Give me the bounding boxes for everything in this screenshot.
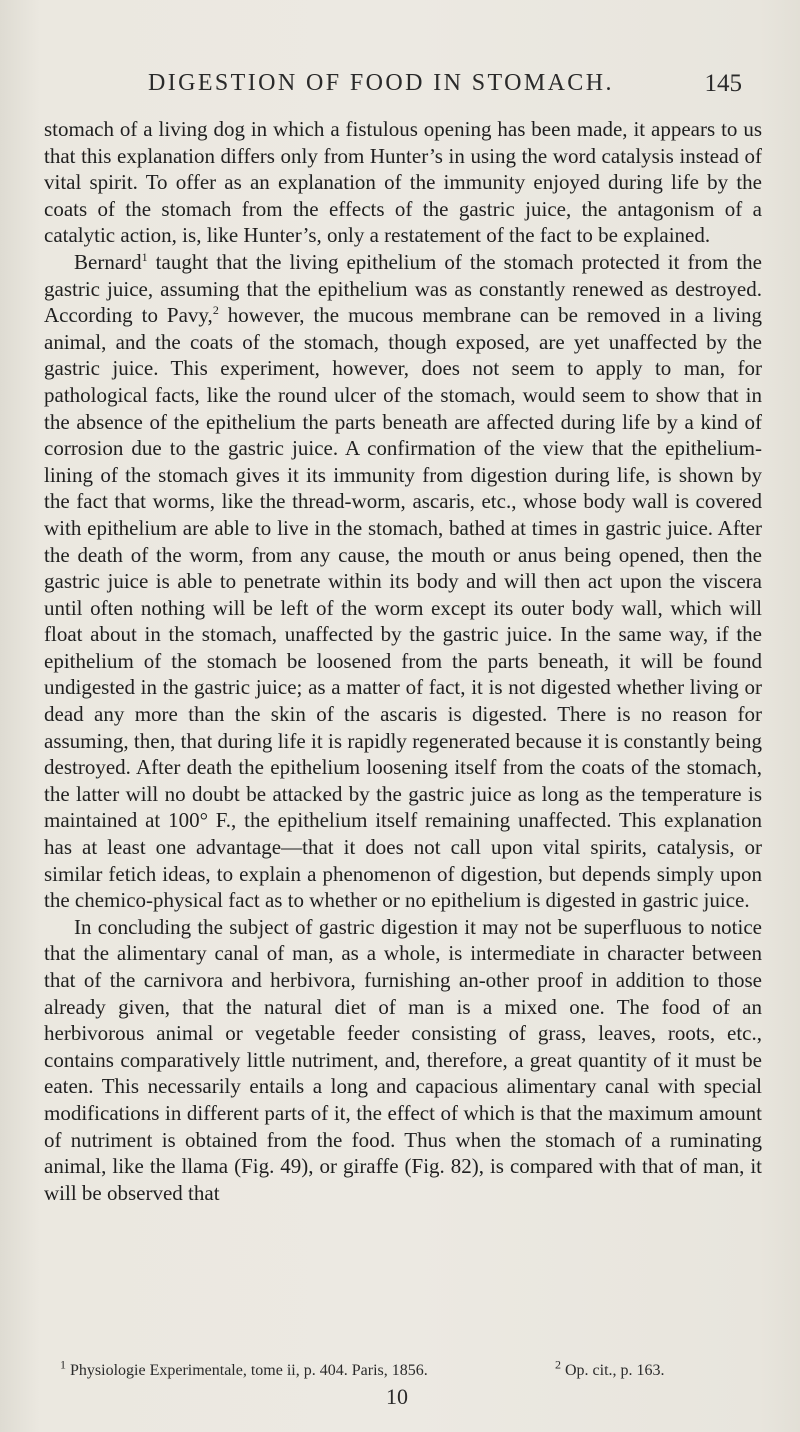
page-number: 145 bbox=[704, 70, 742, 97]
paragraph-1: stomach of a living dog in which a fistulous opening has been made, it appears to us that this explanation differs only from Hunter’s in using the word catalysis instead of vital spirit. To offer as an explanation of the immunity enjoyed during life by the coats of the stomach from the effects of the gastric juice, the antagonism of a catalytic action, is, like Hunter’s, only a restatement of the fact to be explained. bbox=[44, 117, 762, 248]
footnote-1 bbox=[60, 1357, 428, 1380]
paragraph-2-end: however, the mucous membrane can be removed in a living animal, and the coats of the stomach, though exposed, are yet unaffected by the gastric juice. This experiment, however, does not seem to apply to man, for pathological facts, like the round ulcer of the stomach, would seem to show that in the absence of the epithelium the parts beneath are affected during life by a kind of corrosion due to the gastric juice. A confirmation of the view that the epithelium-lining of the stomach gives it its immunity from digestion during life, is shown by the fact that worms, like the thread-worm, ascaris, etc., whose body wall is covered with epithelium are able to live in the stomach, bathed at times in gastric juice. After the death of the worm, from any cause, the mouth or anus being opened, then the gastric juice is able to penetrate within its body and will then act upon the viscera until often nothing will be left of the worm except its outer body wall, which will float about in the stomach, unaffected by the gastric juice. In the same way, if the epithelium of the stomach be loosened from the parts beneath, it will be found undigested in the gastric juice; as a matter of fact, it is not digested whether living or dead any more than the skin of the ascaris is digested. There is no reason for assuming, then, that during life it is rapidly regenerated because it is constantly being destroyed. After death the epithelium loosening itself from the coats of the stomach, the latter will no doubt be attacked by the gastric juice as long as the temperature is maintained at 100° F., the epithelium itself remaining unaffected. This explanation has at least one advantage—that it does not call upon vital spirits, catalysis, or similar fetich ideas, to explain a phenomenon of digestion, but depends simply upon the chemico-physical fact as to whether or no epithelium is digested in gastric juice. bbox=[44, 303, 762, 913]
body-text bbox=[44, 116, 762, 1206]
footnote-ref-2: 2 bbox=[212, 303, 219, 318]
footnote-2-marker: 2 bbox=[555, 1357, 561, 1372]
footnote-1-marker: 1 bbox=[60, 1357, 66, 1372]
paragraph-2 bbox=[44, 249, 762, 914]
footnote-ref-1: 1 bbox=[141, 249, 148, 264]
paragraph-2-middle: taught that the living epithelium of the stomach protected it from the gastric juice, assuming that the epithelium was as constantly renewed as destroyed. According to Pavy, bbox=[44, 249, 762, 328]
footnote-2 bbox=[555, 1357, 665, 1380]
running-title: DIGESTION OF FOOD IN STOMACH. bbox=[148, 70, 614, 96]
footnote-1-text: Physiologie Experimentale, tome ii, p. 404. Paris, 1856. bbox=[66, 1362, 428, 1379]
paragraph-3: In concluding the subject of gastric digestion it may not be superfluous to notice that the alimentary canal of man, as a whole, is intermediate in character between that of the carnivora and herbivora, furnishing an-other proof in addition to those already given, that the natural diet of man is a mixed one. The food of an herbivorous animal or vegetable feeder consisting of grass, leaves, roots, etc., contains comparatively little nutriment, and, therefore, a great quantity of it must be eaten. This necessarily entails a long and capacious alimentary canal with special modifications in different parts of it, the effect of which is that the maximum amount of nutriment is obtained from the food. Thus when the stomach of a ruminating animal, like the llama (Fig. 49), or giraffe (Fig. 82), is compared with that of man, it will be observed that bbox=[44, 914, 762, 1205]
signature-mark: 10 bbox=[386, 1384, 408, 1409]
footnote-2-text: Op. cit., p. 163. bbox=[561, 1362, 665, 1379]
paragraph-2-start: Bernard bbox=[74, 249, 142, 274]
